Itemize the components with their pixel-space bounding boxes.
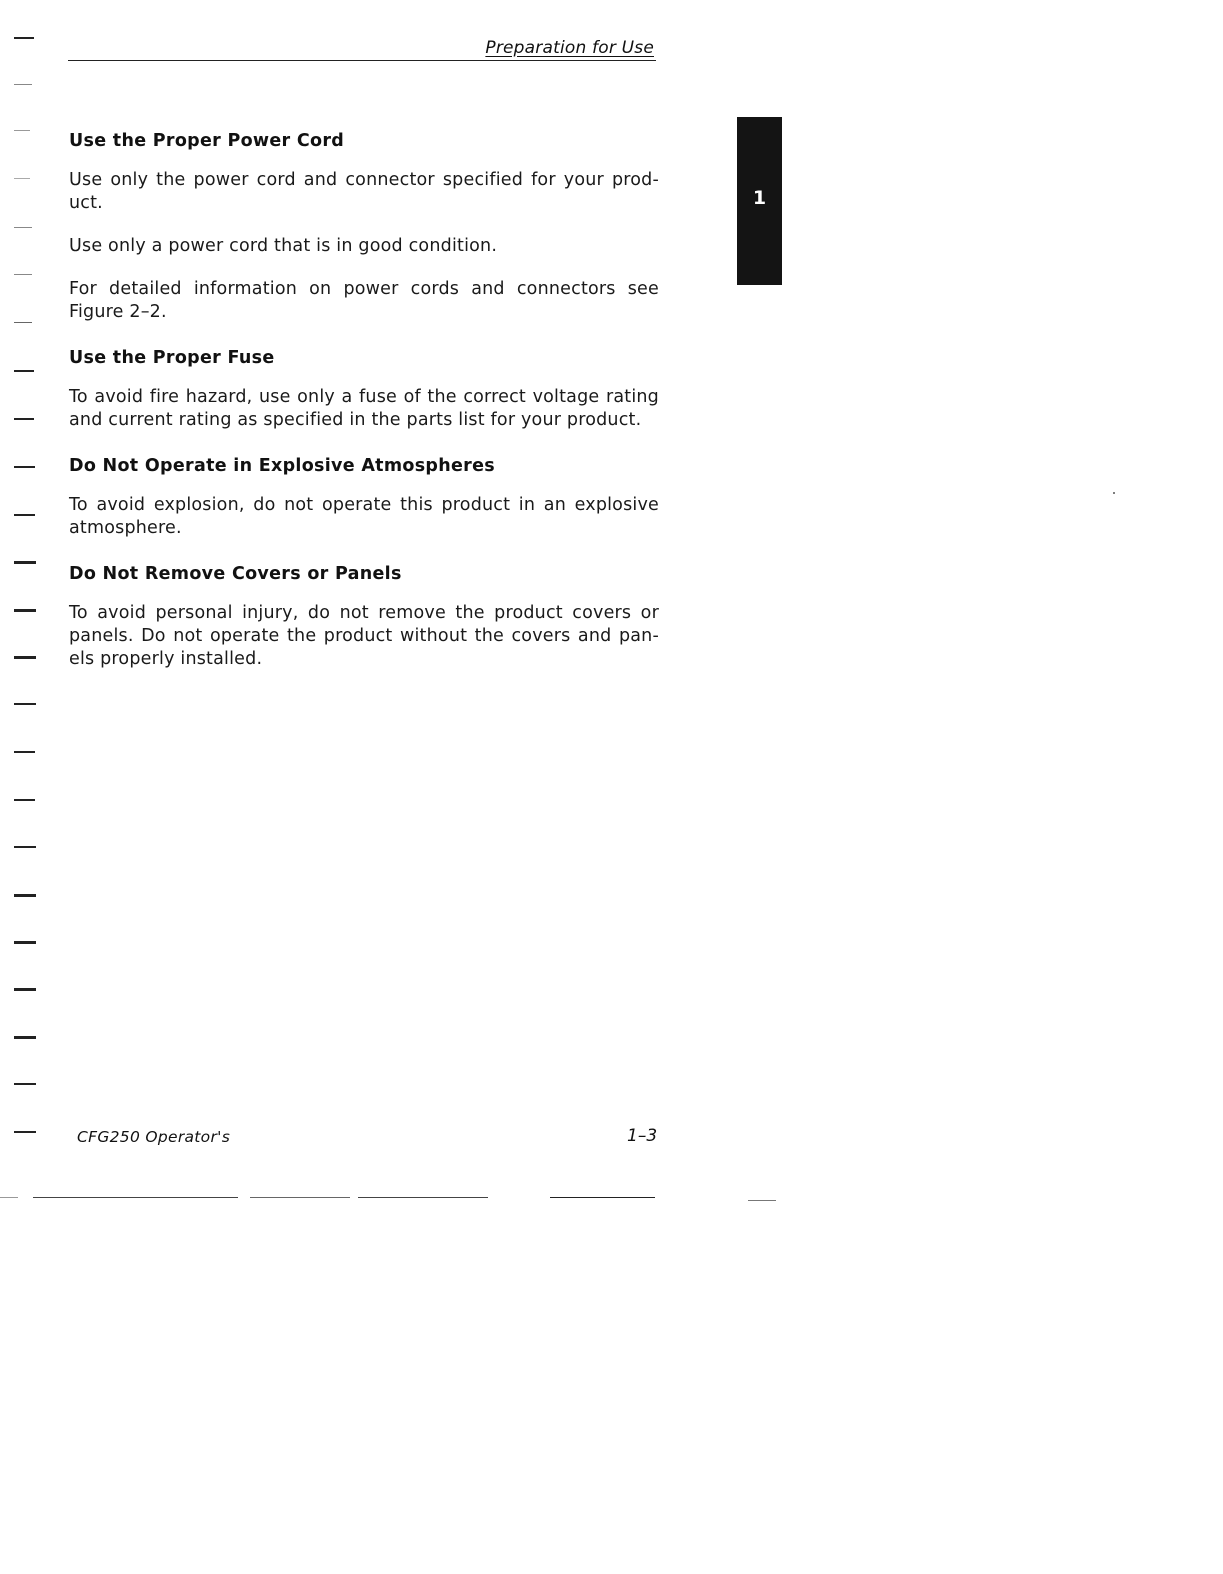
section-covers-panels	[69, 560, 659, 671]
scan-line	[358, 1197, 488, 1198]
binding-mark	[14, 799, 35, 801]
paragraph: Use only the power cord and connector specified for your prod-uct.	[69, 170, 659, 213]
binding-mark	[14, 894, 36, 897]
binding-mark	[14, 1036, 36, 1039]
scan-line	[33, 1197, 238, 1198]
page-content	[69, 127, 659, 691]
binding-mark	[14, 703, 36, 705]
paragraph: Use only a power cord that is in good condition.	[69, 236, 498, 256]
binding-mark	[14, 84, 32, 85]
binding-mark	[14, 370, 34, 372]
paragraph: For detailed information on power cords and connectors see Figure 2–2.	[69, 279, 659, 322]
section-heading: Use the Proper Fuse	[69, 348, 275, 368]
paragraph: To avoid explosion, do not operate this product in an explosive atmosphere.	[69, 495, 659, 538]
scan-line	[550, 1197, 655, 1198]
paragraph: To avoid fire hazard, use only a fuse of the correct voltage rating and current rating as specified in the parts list for your product.	[69, 387, 659, 430]
footer-manual-title: CFG250 Operator's	[77, 1128, 231, 1146]
section-explosive-atmospheres	[69, 452, 659, 540]
scan-line	[250, 1197, 350, 1198]
scan-line	[0, 1197, 18, 1198]
binding-mark	[14, 1083, 36, 1085]
section-fuse	[69, 344, 659, 432]
binding-mark	[14, 751, 35, 753]
binding-mark	[14, 178, 30, 179]
binding-mark	[14, 941, 36, 944]
section-power-cord	[69, 127, 659, 324]
chapter-tab	[737, 117, 782, 285]
binding-mark	[14, 609, 36, 612]
running-header-title: Preparation for Use	[485, 38, 654, 58]
scan-line	[748, 1200, 776, 1201]
binding-mark	[14, 130, 30, 131]
binding-mark	[14, 1131, 36, 1133]
binding-mark	[14, 988, 36, 991]
binding-mark	[14, 846, 36, 848]
footer-page-number: 1–3	[627, 1126, 658, 1146]
binding-mark	[14, 227, 32, 228]
section-heading: Use the Proper Power Cord	[69, 131, 345, 151]
binding-mark	[14, 418, 34, 420]
binding-mark	[14, 561, 36, 564]
binding-mark	[14, 322, 32, 323]
paragraph: To avoid personal injury, do not remove the product covers or panels. Do not operate the product without the covers and pan-els properly installed.	[69, 603, 659, 669]
chapter-tab-number: 1	[752, 187, 767, 209]
running-header	[68, 36, 656, 61]
binding-mark	[14, 466, 35, 468]
section-heading: Do Not Operate in Explosive Atmospheres	[69, 456, 495, 476]
section-heading: Do Not Remove Covers or Panels	[69, 564, 402, 584]
binding-mark	[14, 274, 32, 275]
binding-mark	[14, 656, 36, 659]
binding-mark	[14, 514, 35, 516]
scan-speck	[1113, 492, 1115, 494]
binding-mark	[14, 37, 34, 39]
